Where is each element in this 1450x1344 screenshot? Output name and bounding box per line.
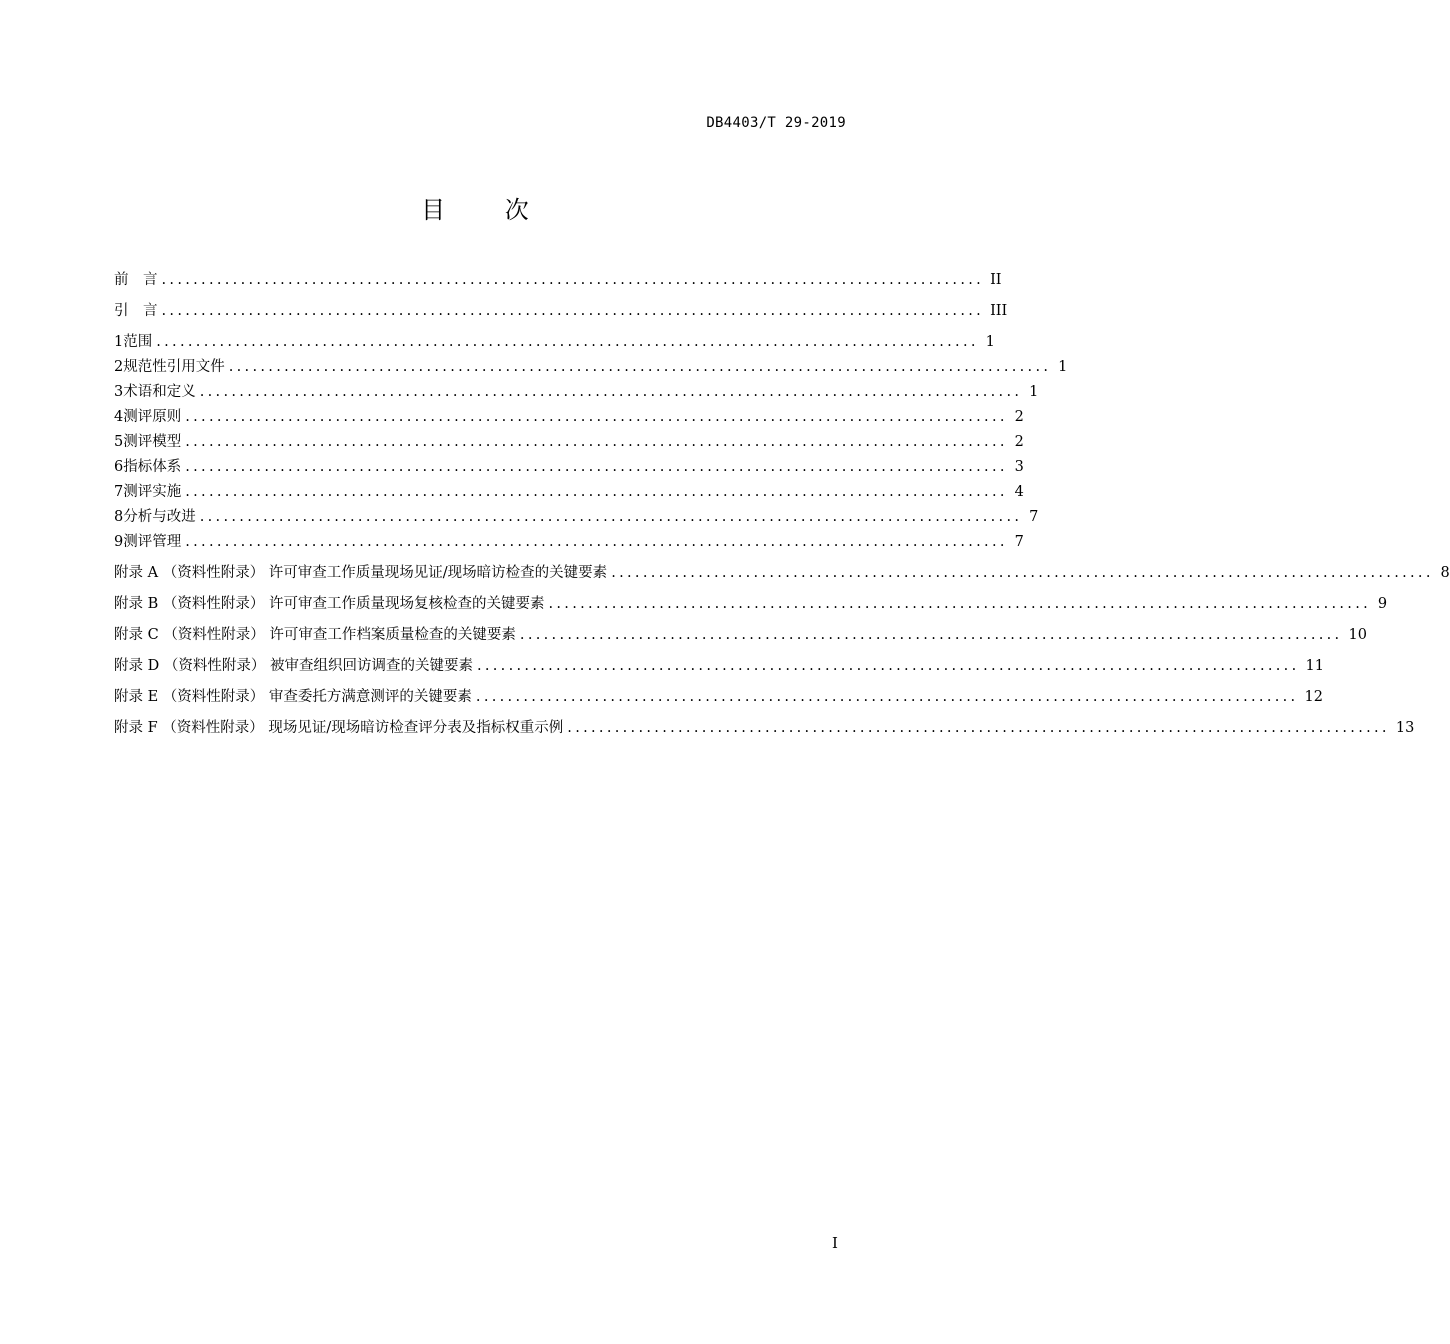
toc-leader-dots: ........................................................................................................ [476, 658, 1300, 674]
toc-entry-label: 指标体系 [123, 459, 182, 475]
toc-entry[interactable] [114, 717, 1415, 739]
page-title: 目 次 [421, 196, 555, 224]
toc-entry-label: 测评模型 [123, 434, 182, 450]
toc-entry-label: 附录 B （资料性附录） 许可审查工作质量现场复核检查的关键要素 [114, 596, 545, 612]
toc-entry[interactable] [114, 481, 1024, 503]
toc-entry-page: 10 [1348, 627, 1367, 643]
toc-entry-number: 2 [114, 359, 124, 375]
page-number: I [832, 1234, 838, 1252]
toc-entry[interactable] [114, 356, 1068, 378]
toc-entry[interactable] [114, 269, 1002, 291]
toc-entry-label: 附录 F （资料性附录） 现场见证/现场暗访检查评分表及指标权重示例 [114, 720, 564, 736]
toc-leader-dots: ........................................................................................................ [185, 484, 1008, 500]
toc-leader-dots: ........................................................................................................ [548, 596, 1372, 612]
toc-leader-dots: ........................................................................................................ [199, 384, 1023, 400]
toc-leader-dots: ........................................................................................................ [185, 409, 1008, 425]
toc-entry-page: 3 [1014, 459, 1024, 475]
toc-leader-dots: ........................................................................................................ [611, 565, 1434, 581]
toc-entry-page: 13 [1395, 720, 1415, 736]
toc-entry[interactable] [114, 506, 1039, 528]
toc-entry[interactable] [114, 562, 1450, 584]
toc-entry-page: III [990, 303, 1008, 319]
toc-entry-page: 1 [1029, 384, 1039, 400]
toc-entry-page: 9 [1377, 596, 1388, 612]
toc-entry-label: 附录 C （资料性附录） 许可审查工作档案质量检查的关键要素 [114, 627, 516, 643]
toc-entry-page: 2 [1014, 409, 1024, 425]
toc-entry-label: 附录 D （资料性附录） 被审查组织回访调查的关键要素 [114, 658, 473, 674]
toc-entry-label: 术语和定义 [123, 384, 196, 400]
toc-entry[interactable] [114, 331, 995, 353]
toc-entry-page: 1 [1058, 359, 1068, 375]
toc-entry-page: 4 [1014, 484, 1024, 500]
toc-entry[interactable] [114, 624, 1367, 646]
toc-leader-dots: ........................................................................................................ [185, 534, 1008, 550]
toc-entry-page: 7 [1014, 534, 1024, 550]
toc-leader-dots: ........................................................................................................ [475, 689, 1299, 705]
toc-entry[interactable] [114, 456, 1024, 478]
toc-entry-number: 4 [114, 409, 124, 425]
toc-entry[interactable] [114, 406, 1024, 428]
toc-entry-page: 12 [1304, 689, 1323, 705]
toc-entry-label: 引 言 [114, 303, 158, 319]
toc-entry[interactable] [114, 300, 1008, 322]
toc-entry-number: 9 [114, 534, 124, 550]
toc-entry[interactable] [114, 686, 1323, 708]
toc-entry-page: 11 [1305, 658, 1324, 674]
toc-entry-page: 8 [1440, 565, 1450, 581]
toc-entry-label: 前 言 [114, 272, 158, 288]
toc-entry-number: 3 [114, 384, 124, 400]
toc-leader-dots: ........................................................................................................ [228, 359, 1052, 375]
toc-entry-number: 7 [114, 484, 124, 500]
toc-entry-label: 附录 E （资料性附录） 审查委托方满意测评的关键要素 [114, 689, 472, 705]
toc-entry-number: 6 [114, 459, 124, 475]
toc-entry-label: 测评原则 [123, 409, 182, 425]
toc-leader-dots: ........................................................................................................ [567, 720, 1390, 736]
toc-entry-page: 2 [1014, 434, 1024, 450]
toc-leader-dots: ........................................................................................................ [519, 627, 1343, 643]
toc-leader-dots: ........................................................................................................ [185, 459, 1008, 475]
toc-leader-dots: ........................................................................................................ [161, 303, 985, 319]
toc-entry-page: II [990, 272, 1002, 288]
toc-entry-number: 1 [114, 334, 124, 350]
toc-entry[interactable] [114, 381, 1039, 403]
toc-entry-label: 分析与改进 [123, 509, 196, 525]
document-code: DB4403/T 29-2019 [706, 115, 846, 131]
toc-entry-label: 测评管理 [123, 534, 182, 550]
toc-leader-dots: ........................................................................................................ [161, 272, 985, 288]
toc-entry-label: 范围 [123, 334, 153, 350]
toc-leader-dots: ........................................................................................................ [156, 334, 979, 350]
toc-entry-number: 8 [114, 509, 124, 525]
toc-leader-dots: ........................................................................................................ [185, 434, 1008, 450]
toc-entry[interactable] [114, 431, 1024, 453]
toc-entry-label: 测评实施 [123, 484, 182, 500]
toc-entry[interactable] [114, 593, 1388, 615]
toc-entry[interactable] [114, 531, 1024, 553]
toc-leader-dots: ........................................................................................................ [199, 509, 1023, 525]
toc-entry[interactable] [114, 655, 1324, 677]
toc-entry-page: 1 [985, 334, 995, 350]
toc-entry-page: 7 [1029, 509, 1039, 525]
toc-entry-number: 5 [114, 434, 124, 450]
toc-entry-label: 规范性引用文件 [123, 359, 225, 375]
toc-entry-label: 附录 A （资料性附录） 许可审查工作质量现场见证/现场暗访检查的关键要素 [114, 565, 608, 581]
